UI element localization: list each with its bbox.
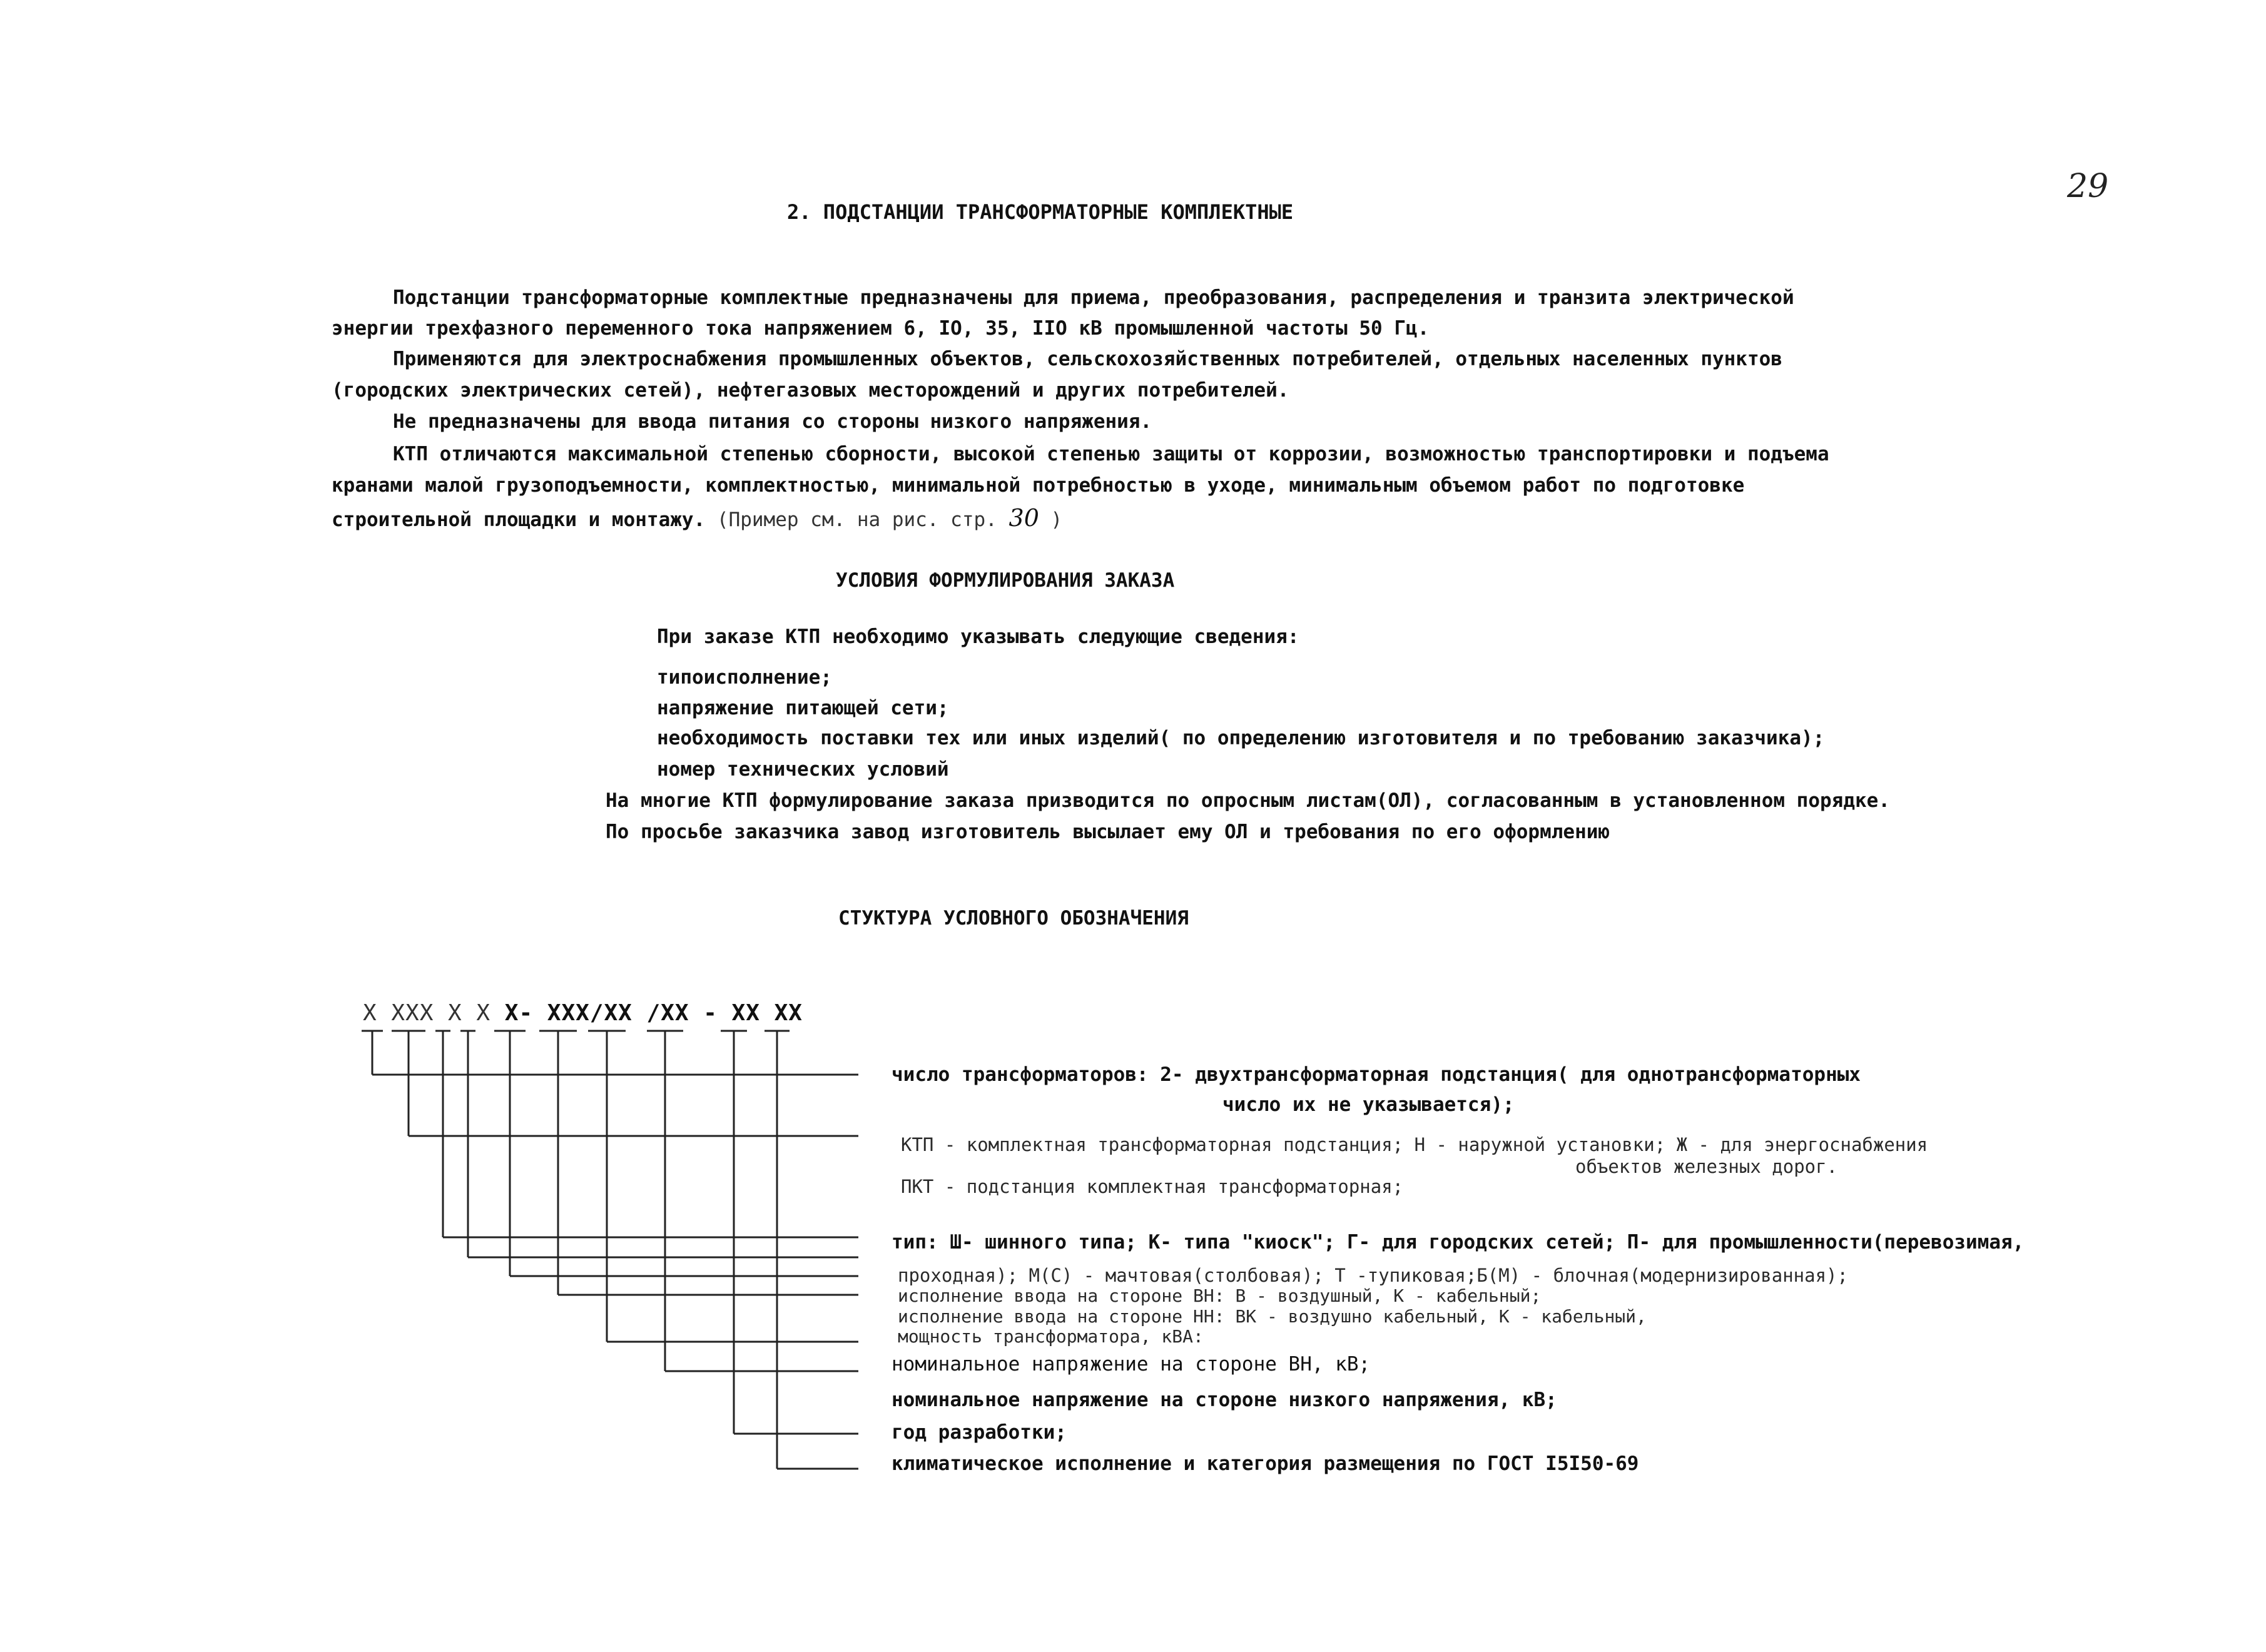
legend-climate: климатическое исполнение и категория размещения по ГОСТ I5I50-69 — [892, 1452, 1639, 1475]
intro-p1-line2: энергии трехфазного переменного тока напряжением 6, IO, 35, IIO кВ промышленной частоты 50 Гц. — [332, 317, 1430, 340]
legend-ktp: КТП - комплектная трансформаторная подстанция; Н - наружной установки; Ж - для энергоснабжения — [901, 1134, 1928, 1155]
order-note-2: По просьбе заказчика завод изготовитель высылает ему ОЛ и требования по его оформлению — [606, 821, 1610, 843]
intro-p4-line3: строительной площадки и монтажу. — [332, 509, 706, 531]
intro-p2-line2: (городских электрических сетей), нефтегазовых месторождений и других потребителей. — [332, 379, 1289, 402]
legend-type: тип: Ш- шинного типа; К- типа "киоск"; Г- для городских сетей; П- для промышленности(перевозимая, — [892, 1231, 2025, 1254]
intro-p1-line1: Подстанции трансформаторные комплектные предназначены для приема, преобразования, распределения и транзита электрической — [393, 286, 1794, 309]
legend-transformer-count: число трансформаторов: 2- двухтрансформаторная подстанция( для однотрансформаторных — [892, 1063, 1861, 1086]
legend-power: мощность трансформатора, кВА: — [898, 1326, 1204, 1347]
legend-pkt: ПКТ - подстанция комплектная трансформаторная; — [901, 1176, 1404, 1197]
order-lead: При заказе КТП необходимо указывать следующие сведения: — [657, 626, 1299, 648]
example-page-number: 30 — [1009, 504, 1039, 532]
legend-year: год разработки; — [892, 1421, 1067, 1444]
order-item: необходимость поставки тех или иных изделий( по определению изготовителя и по требованию заказчика); — [657, 727, 1825, 749]
section-title: 2. ПОДСТАНЦИИ ТРАНСФОРМАТОРНЫЕ КОМПЛЕКТНЫЕ — [787, 200, 1294, 224]
intro-p4-line2: кранами малой грузоподъемности, комплектностью, минимальной потребностью в уходе, минимальным объемом работ по подготовке — [332, 474, 1745, 497]
legend-ktp-cont: объектов железных дорог. — [1575, 1156, 1838, 1177]
example-close: ) — [1050, 509, 1063, 531]
intro-p3-line1: Не предназначены для ввода питания со стороны низкого напряжения. — [393, 410, 1152, 433]
intro-p4-line1: КТП отличаются максимальной степенью сборности, высокой степенью защиты от коррозии, возможностью транспортировки и подъема — [393, 443, 1829, 465]
designation-code-prefix: X XXX X X — [363, 1000, 491, 1026]
legend-transformer-count-cont: число их не указывается); — [1222, 1093, 1515, 1116]
legend-lv-input: исполнение ввода на стороне НН: ВК - воздушно кабельный, К - кабельный, — [898, 1306, 1647, 1327]
legend-type-cont: проходная); М(С) - мачтовая(столбовая); Т -тупиковая;Б(М) - блочная(модернизированная); — [898, 1265, 1848, 1286]
example-reference: (Пример см. на рис. стр. — [716, 509, 997, 531]
intro-p2-line1: Применяются для электроснабжения промышленных объектов, сельскохозяйственных потребителей, отдельных населенных пунктов — [393, 348, 1782, 370]
order-item: типоисполнение; — [657, 666, 832, 689]
legend-hv-input: исполнение ввода на стороне ВН: В - воздушный, К - кабельный; — [898, 1285, 1542, 1306]
designation-code-main: X- XXX/XX /XX - XX XX — [504, 1000, 803, 1026]
structure-section-title: СТУКТУРА УСЛОВНОГО ОБОЗНАЧЕНИЯ — [838, 907, 1189, 930]
order-note-1: На многие КТП формулирование заказа призводится по опросным листам(ОЛ), согласованным в установленном порядке. — [606, 789, 1890, 812]
legend-lv-voltage: номинальное напряжение на стороне низкого напряжения, кВ; — [892, 1389, 1557, 1411]
legend-hv-voltage: номинальное напряжение на стороне ВН, кВ; — [892, 1353, 1371, 1376]
page-number: 29 — [2067, 168, 2109, 205]
order-item: номер технических условий — [657, 758, 949, 781]
order-section-title: УСЛОВИЯ ФОРМУЛИРОВАНИЯ ЗАКАЗА — [836, 569, 1175, 592]
order-item: напряжение питающей сети; — [657, 697, 949, 719]
